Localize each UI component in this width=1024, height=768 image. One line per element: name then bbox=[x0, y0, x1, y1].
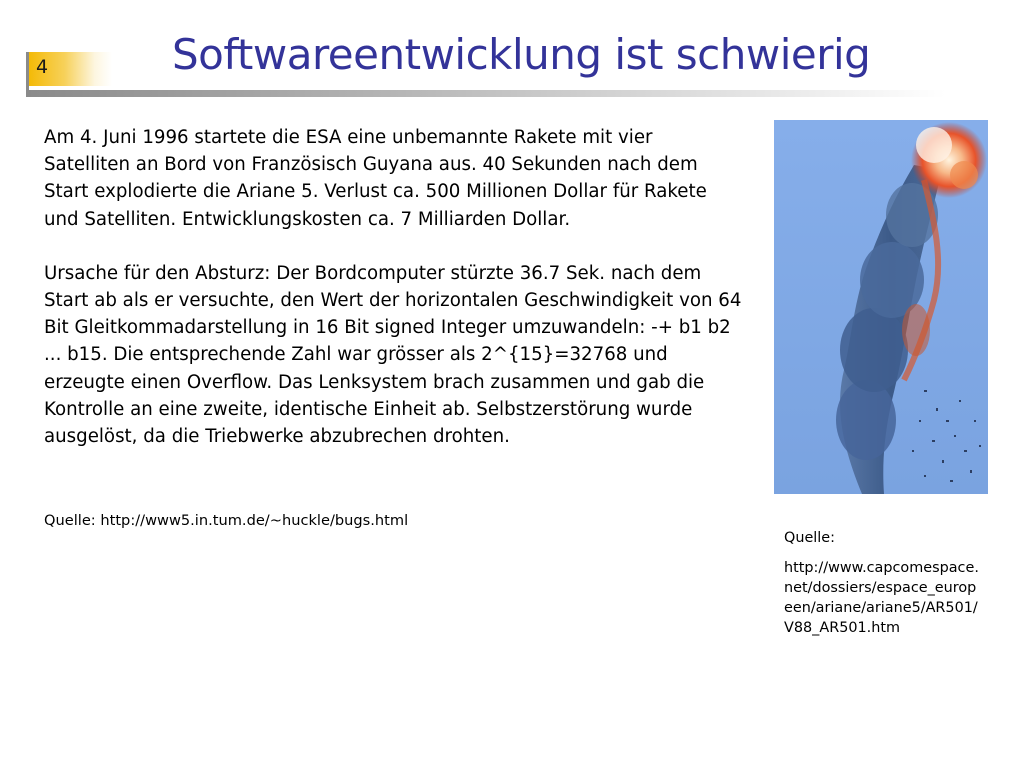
slide-title: Softwareentwicklung ist schwierig bbox=[172, 30, 871, 79]
source-reference: Quelle: http://www5.in.tum.de/~huckle/bugs.html bbox=[44, 512, 409, 529]
ariane-explosion-photo bbox=[774, 120, 988, 494]
title-rule bbox=[26, 90, 946, 97]
image-source-label: Quelle: bbox=[784, 530, 835, 546]
slide-body bbox=[44, 124, 744, 450]
image-source-url: http://www.capcomespace.net/dossiers/espace_europeen/ariane/ariane5/AR501/V88_AR501.htm bbox=[784, 560, 979, 636]
body-paragraph-1: Am 4. Juni 1996 startete die ESA eine unbemannte Rakete mit vier Satelliten an Bord von Französisch Guyana aus. 40 Sekunden nach dem Start explodierte die Ariane 5. Verlust ca. 500 Millionen Dollar für Rakete und Satelliten. Entwicklungskosten ca. 7 Milliarden Dollar. bbox=[44, 127, 707, 230]
body-paragraph-2: Ursache für den Absturz: Der Bordcomputer stürzte 36.7 Sek. nach dem Start ab als er versuchte, den Wert der horizontalen Geschwindigkeit von 64 Bit Gleitkommadarstellung in 16 Bit signed Integer umzuwandeln: -+ b1 b2 ... b15. Die entsprechende Zahl war grösser als 2^{15}=32768 und erzeugte einen Overflow. Das Lenksystem brach zusammen und gab die Kontrolle an eine zweite, identische Einheit ab. Selbstzerstörung wurde ausgelöst, da die Triebwerke abzubrechen drohten. bbox=[44, 262, 742, 448]
slide-number: 4 bbox=[36, 56, 49, 78]
explosion-illustration bbox=[774, 120, 988, 494]
